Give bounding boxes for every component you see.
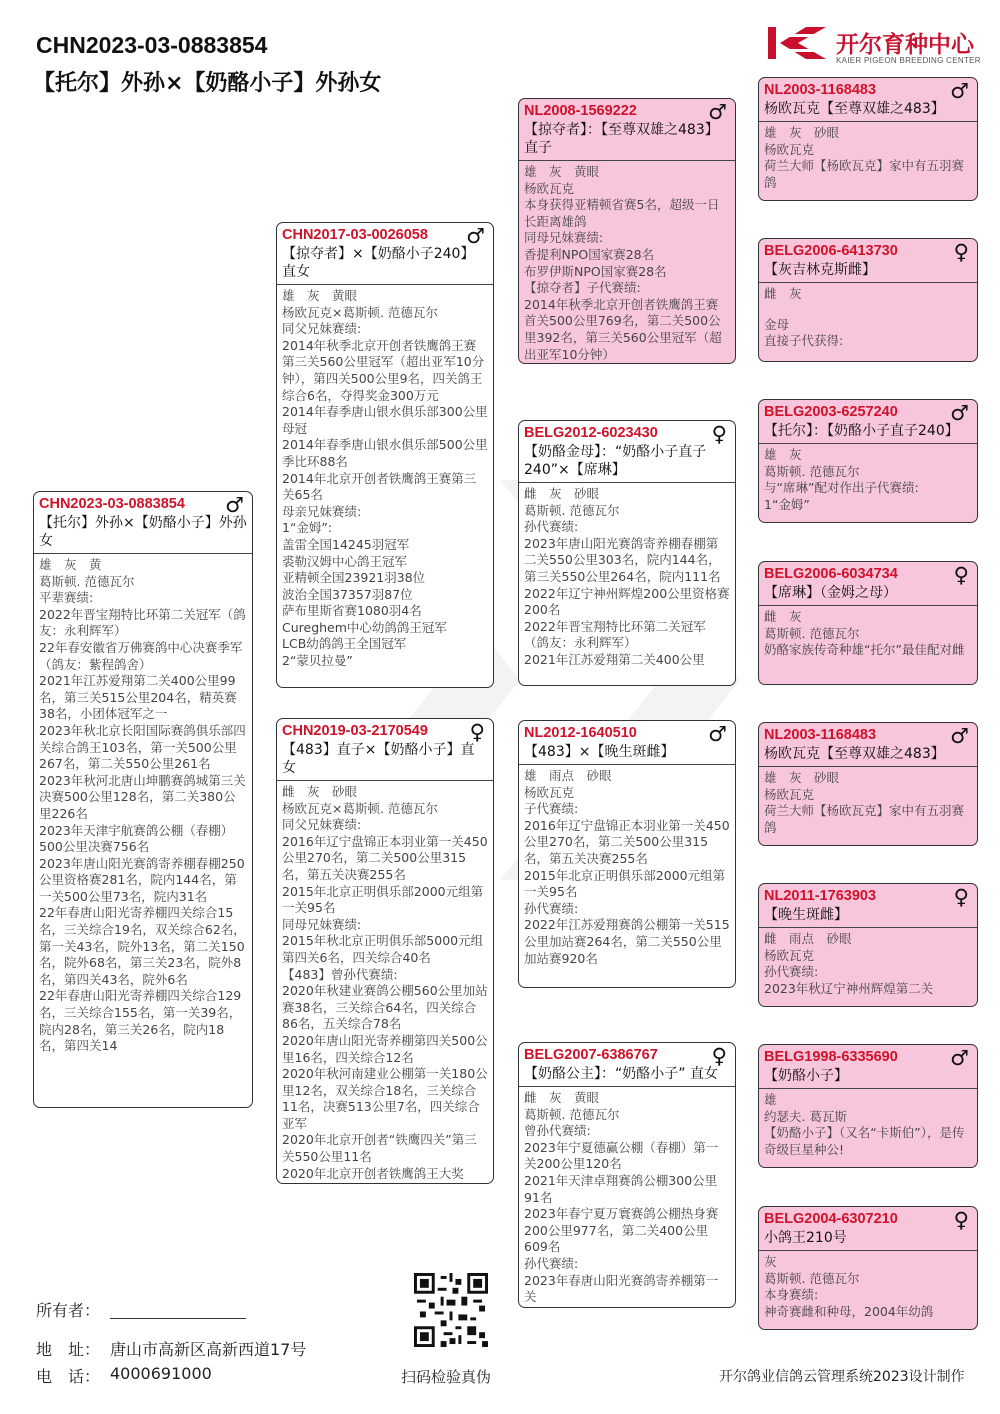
- great-grandparent-card[interactable]: [758, 561, 978, 685]
- brand-logo: [766, 24, 986, 68]
- granddam-paternal-card[interactable]: [518, 420, 736, 686]
- female-icon: ♀: [711, 422, 727, 446]
- great-grandparent-card[interactable]: [758, 238, 978, 362]
- ring-number: CHN2019-03-2170549: [282, 723, 428, 739]
- header-pigeon-name: 【托尔】外孙×【奶酪小子】外孙女: [33, 71, 382, 96]
- dam-card[interactable]: [276, 718, 494, 1184]
- pigeon-details: 雄 灰 黄 葛斯顿. 范德瓦尔 平辈赛绩: 2022年晋宝翔特比环第二关冠军（鸽友：永利辉军） 22年春安徽省万佛赛鸽中心决赛季军（鸽友：紫程鸽舍） 2021年江苏爱翔第二关400公里99名，第三关515公里204名，精英赛38名，小团体冠军之一 2023年秋北京长阳国际赛鸽俱乐部四关综合鸽王103名，第一关500公里267名，第二关550公里261名 2023年秋河北唐山坤鹏赛鸽城第三关决赛500公里128名，第二关380公里226名 2023年天津宇航赛鸽公棚（春棚）500公里决赛756名 2023年唐山阳光赛鸽寄养棚春棚250公里资格赛281名，院内144名，第一关500公里73名，院内31名 22年春唐山阳光寄养棚四关综合15名，三关综合19名，双关综合62名，第一关43名，院外13名，第二关150名，院外68名，第三关23名，院外8名，第四关43名，院外6名 22年春唐山阳光寄养棚四关综合129名，三关综合155名，第一关39名，院内28名，第三关26名，院内18名，第四关14: [39, 557, 246, 1054]
- male-icon: ♂: [950, 1046, 969, 1070]
- pigeon-name: 【奶酪金母】：“奶酪小子直子240”×【席琳】: [524, 444, 707, 478]
- grandsire-maternal-card[interactable]: [518, 720, 736, 988]
- pigeon-details: 雌 灰 葛斯顿. 范德瓦尔 奶酪家族传奇种雄“托尔”最佳配对雌: [764, 609, 965, 658]
- pigeon-details: 雄 灰 黄眼 杨欧瓦克×葛斯顿. 范德瓦尔 同父兄妹赛绩: 2014年秋季北京开创者铁鹰鸽王赛第三关560公里冠军（超出亚军10分钟），第四关500公里9名，四关鸽王综合6名，夺得奖金300万元 2014年春季唐山银水俱乐部300公里母冠 2014年春季唐山银水俱乐部500公里季比环88名 2014年北京开创者铁鹰鸽王赛第三关65名 母亲兄妹赛绩: 1“金姆”: 盖雷全国14245羽冠军 裘勒汉姆中心鸽王冠军 亚精顿全国23921羽38位 波治全国37357羽87位 萨布里斯省赛1080羽4名 Cureghem中心幼鸽鸽王冠军 LCB幼鸽鸽王全国冠军 2“蒙贝拉曼”: [282, 288, 488, 669]
- male-icon: ♂: [708, 722, 727, 746]
- address-value: 唐山市高新区高新西道17号: [110, 1340, 307, 1359]
- ring-number: BELG2003-6257240: [764, 404, 898, 420]
- ring-number: CHN2023-03-0883854: [39, 496, 185, 512]
- pigeon-details: 雌 灰 砂眼 杨欧瓦克×葛斯顿. 范德瓦尔 同父兄妹赛绩: 2016年辽宁盘锦正本羽业第一关450公里270名，第二关500公里315名，第五关决赛255名 2015年北京正明俱乐部2000元组第一关95名 同母兄妹赛绩: 2015年秋北京正明俱乐部5000元组第四关6名，四关综合40名 【483】曾孙代赛绩: 2020年秋建业赛鸽公棚560公里加站赛38名，三关综合64名，四关综合86名，五关综合78名 2020年唐山阳光寄养棚第四关500公里16名，四关综合12名 2020年秋河南建业公棚第一关180公里12名，双关综合18名，三关综合11名，决赛513公里7名，四关综合亚军 2020年北京开创者“铁鹰四关”第三关550公里11名 2020年北京开创者铁鹰鸽王大奖: [282, 784, 488, 1181]
- ring-number: BELG2007-6386767: [524, 1047, 658, 1063]
- great-grandparent-card[interactable]: [758, 77, 978, 201]
- owner-input-line: [110, 1318, 246, 1319]
- pigeon-name: 【奶酪公主】：“奶酪小子” 直女: [524, 1066, 718, 1082]
- great-grandparent-card[interactable]: [758, 1206, 978, 1330]
- pigeon-details: 雄 灰 砂眼 杨欧瓦克 荷兰大师【杨欧瓦克】家中有五羽赛鸽: [764, 770, 965, 835]
- pigeon-name: 杨欧瓦克【至尊双雄之483】: [764, 746, 945, 762]
- pigeon-name: 【奶酪小子】: [764, 1068, 848, 1084]
- pigeon-name: 【席琳】（金姆之母）: [764, 585, 897, 601]
- female-icon: ♀: [953, 563, 969, 587]
- phone-label: 电 话：: [36, 1367, 101, 1386]
- pigeon-details: 雄 约瑟夫. 葛瓦斯 【奶酪小子】（又名“卡斯伯”），是传奇级巨星种公!: [764, 1092, 965, 1157]
- great-grandparent-card[interactable]: [758, 1044, 978, 1168]
- pigeon-name: 【晚生斑雌】: [764, 907, 848, 923]
- ring-number: NL2012-1640510: [524, 725, 637, 741]
- granddam-maternal-card[interactable]: [518, 1042, 736, 1308]
- pigeon-name: 杨欧瓦克【至尊双雄之483】: [764, 101, 945, 117]
- pigeon-name: 【掠夺者】×【奶酪小子240】直女: [282, 246, 475, 280]
- female-icon: ♀: [953, 885, 969, 909]
- pigeon-name: 【483】直子×【奶酪小子】直女: [282, 742, 475, 776]
- sire-card[interactable]: [276, 222, 494, 688]
- female-icon: ♀: [711, 1044, 727, 1068]
- female-icon: ♀: [953, 1208, 969, 1232]
- address-label: 地 址：: [36, 1340, 101, 1359]
- male-icon: ♂: [950, 79, 969, 103]
- male-icon: ♂: [950, 401, 969, 425]
- brand-name-en: KAIER PIGEON BREEDING CENTER: [836, 56, 981, 65]
- male-icon: ♂: [950, 724, 969, 748]
- female-icon: ♀: [469, 720, 485, 744]
- female-icon: ♀: [953, 240, 969, 264]
- ring-number: BELG1998-6335690: [764, 1049, 898, 1065]
- header-ring-number: CHN2023-03-0883854: [36, 32, 268, 58]
- ring-number: NL2003-1168483: [764, 727, 877, 743]
- pigeon-details: 灰 葛斯顿. 范德瓦尔 本身赛绩: 神奇赛雌和种母，2004年幼鸽: [764, 1254, 934, 1319]
- male-icon: ♂: [466, 224, 485, 248]
- subject-card[interactable]: [33, 491, 253, 1108]
- brand-name-cn: 开尔育种中心: [836, 32, 974, 58]
- pigeon-name: 【灰吉林克斯雌】: [764, 262, 876, 278]
- ring-number: BELG2006-6034734: [764, 566, 898, 582]
- pigeon-details: 雌 灰 黄眼 葛斯顿. 范德瓦尔 曾孙代赛绩: 2023年宁夏德赢公棚（春棚）第一关200公里120名 2021年天津卓翔赛鸽公棚300公里91名 2023年春宁夏万寰赛鸽公棚热身赛200公里977名，第二关400公里609名 孙代赛绩: 2023年春唐山阳光赛鸽寄养棚第一关: [524, 1090, 719, 1305]
- ring-number: CHN2017-03-0026058: [282, 227, 428, 243]
- pigeon-details: 雄 灰 砂眼 杨欧瓦克 荷兰大师【杨欧瓦克】家中有五羽赛鸽: [764, 125, 965, 190]
- pigeon-details: 雌 灰 金母 直接子代获得:: [764, 286, 844, 349]
- ring-number: NL2011-1763903: [764, 888, 877, 904]
- pigeon-name: 【483】×【晚生斑雌】: [524, 744, 675, 760]
- ring-number: NL2003-1168483: [764, 82, 877, 98]
- pigeon-name: 小鸽王210号: [764, 1230, 847, 1246]
- pigeon-name: 【掠夺者】：【至尊双雄之483】直子: [524, 122, 719, 156]
- qr-code-icon[interactable]: [414, 1273, 488, 1347]
- pigeon-details: 雄 雨点 砂眼 杨欧瓦克 子代赛绩: 2016年辽宁盘锦正本羽业第一关450公里270名，第二关500公里315名，第五关决赛255名 2015年北京正明俱乐部2000元组第一关95名 孙代赛绩: 2022年江苏爱翔赛鸽公棚第一关515公里加站赛264名，第二关550公里加站赛920名: [524, 768, 730, 966]
- ring-number: BELG2004-6307210: [764, 1211, 898, 1227]
- great-grandparent-card[interactable]: [758, 722, 978, 846]
- kaier-logo-icon: [766, 24, 830, 62]
- pigeon-details: 雌 灰 砂眼 葛斯顿. 范德瓦尔 孙代赛绩: 2023年唐山阳光赛鸽寄养棚春棚第二关550公里303名，院内144名，第三关550公里264名，院内111名 2022年辽宁神州辉煌200公里资格赛200名 2022年晋宝翔特比环第二关冠军（鸽友：永利辉军） 2021年江苏爱翔第二关400公里: [524, 486, 730, 667]
- great-grandparent-card[interactable]: [758, 883, 978, 1007]
- owner-label: 所有者：: [36, 1301, 101, 1320]
- pigeon-details: 雌 雨点 砂眼 杨欧瓦克 孙代赛绩: 2023年秋辽宁神州辉煌第二关: [764, 931, 934, 996]
- grandsire-paternal-card[interactable]: [518, 98, 736, 364]
- ring-number: BELG2006-6413730: [764, 243, 898, 259]
- great-grandparent-card[interactable]: [758, 399, 978, 523]
- ring-number: BELG2012-6023430: [524, 425, 658, 441]
- pigeon-details: 雄 灰 黄眼 杨欧瓦克 本身获得亚精顿省赛5名，超级一日长距离雄鸽 同母兄妹赛绩: 香提利NPO国家赛28名 布罗伊斯NPO国家赛28名 【掠夺者】子代赛绩: 2014年秋季北京开创者铁鹰鸽王赛首关500公里769名，第二关500公里392名，第三关560公里冠军（超出亚军10分钟）: [524, 164, 722, 362]
- pigeon-name: 【托尔】外孙×【奶酪小子】外孙女: [39, 515, 247, 549]
- qr-caption: 扫码检验真伪: [401, 1368, 492, 1386]
- male-icon: ♂: [708, 100, 727, 124]
- pigeon-name: 【托尔】：【奶酪小子直子240】: [764, 423, 959, 439]
- footer-credit: 开尔鸽业信鸽云管理系统2023设计制作: [719, 1369, 965, 1385]
- phone-value: 4000691000: [110, 1364, 212, 1383]
- pigeon-details: 雄 灰 葛斯顿. 范德瓦尔 与“席琳”配对作出子代赛绩: 1“金姆”: [764, 447, 919, 512]
- ring-number: NL2008-1569222: [524, 103, 637, 119]
- male-icon: ♂: [225, 493, 244, 517]
